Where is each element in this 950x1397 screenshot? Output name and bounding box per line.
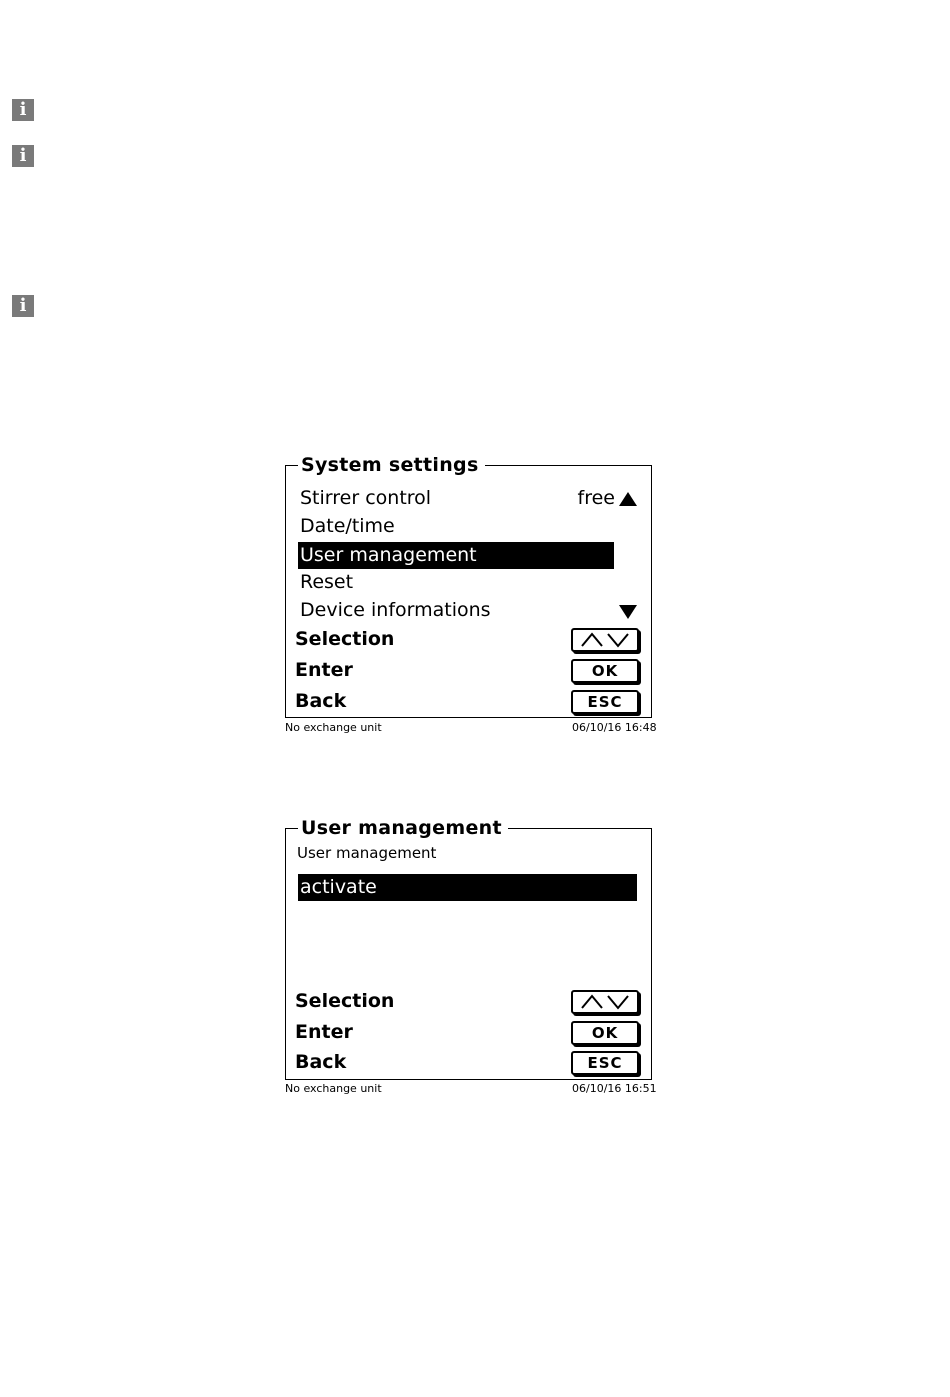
menu-item-label: Device informations — [300, 599, 491, 621]
option-activate[interactable] — [298, 874, 637, 901]
enter-label: Enter — [295, 1021, 353, 1043]
info-icon: i — [12, 145, 34, 167]
selection-arrows-key[interactable] — [571, 628, 639, 652]
screen-subtitle: User management — [297, 844, 437, 862]
ok-key[interactable]: OK — [571, 659, 639, 683]
status-timestamp: 06/10/16 16:48 — [572, 721, 657, 734]
menu-item-reset[interactable] — [298, 569, 353, 596]
menu-item-label: User management — [300, 544, 477, 566]
screen-title: System settings — [298, 454, 485, 476]
scroll-down-arrow-icon[interactable] — [619, 605, 637, 619]
system-settings-screen — [285, 454, 652, 718]
status-exchange-unit: No exchange unit — [285, 721, 382, 734]
stirrer-control-value: free — [577, 487, 615, 509]
selection-label: Selection — [295, 628, 395, 650]
selection-label: Selection — [295, 990, 395, 1012]
back-label: Back — [295, 690, 347, 712]
status-exchange-unit: No exchange unit — [285, 1082, 382, 1095]
menu-item-user-management[interactable] — [298, 542, 614, 569]
status-timestamp: 06/10/16 16:51 — [572, 1082, 657, 1095]
ok-key[interactable]: OK — [571, 1021, 639, 1045]
menu-item-label: Stirrer control — [300, 487, 432, 509]
enter-label: Enter — [295, 659, 353, 681]
menu-item-date-time[interactable] — [298, 513, 395, 540]
esc-key[interactable]: ESC — [571, 690, 639, 714]
screen-title: User management — [298, 817, 508, 839]
scroll-up-arrow-icon[interactable] — [619, 492, 637, 506]
menu-item-device-informations[interactable] — [298, 597, 491, 624]
up-down-arrows-icon — [579, 993, 631, 1011]
menu-item-label: Reset — [300, 571, 354, 593]
esc-key[interactable]: ESC — [571, 1051, 639, 1075]
selection-arrows-key[interactable] — [571, 990, 639, 1014]
option-label: activate — [300, 876, 377, 898]
info-icon: i — [12, 295, 34, 317]
menu-item-stirrer-control[interactable] — [298, 485, 431, 512]
user-management-screen — [285, 817, 652, 1080]
info-icon: i — [12, 99, 34, 121]
up-down-arrows-icon — [579, 631, 631, 649]
menu-item-label: Date/time — [300, 515, 395, 537]
back-label: Back — [295, 1051, 347, 1073]
